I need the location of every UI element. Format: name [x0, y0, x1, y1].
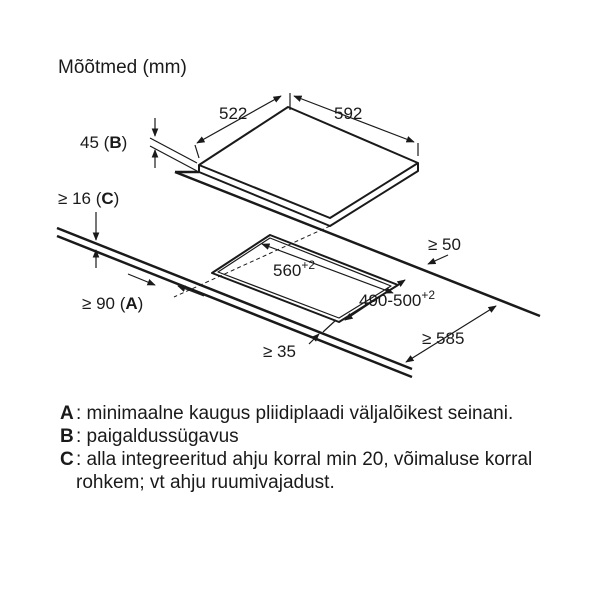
legend-text: : minimaalne kaugus pliidiplaadi väljalõikest seinani.: [76, 403, 514, 424]
front-distance-label: ≥ 35: [263, 342, 296, 361]
legend-key: A: [60, 403, 74, 424]
install-depth-label: 45 (B): [80, 133, 128, 152]
legend-item-b: [60, 425, 580, 448]
hob-depth-label: 522: [219, 104, 248, 123]
legend-item-c: [60, 448, 580, 494]
legend: [60, 402, 580, 494]
wall-distance-marker: [128, 274, 204, 296]
back-clearance-label: ≥ 50: [428, 235, 461, 254]
legend-text: : paigaldussügavus: [76, 426, 239, 447]
legend-text: : alla integreeritud ahju korral min 20, võimaluse korral rohkem; vt ahju ruumivajadust.: [76, 449, 533, 493]
legend-key: C: [60, 449, 74, 470]
back-clearance-arrow: [428, 255, 448, 264]
hob-width-label: 592: [334, 104, 363, 123]
diagram-title: Mõõtmed (mm): [58, 57, 187, 78]
wall-gap-label: ≥ 16 (C): [58, 189, 120, 208]
cutout-depth-label: $490-500^{+2}$: [359, 288, 436, 310]
wall-distance-label: ≥ 90 (A): [82, 294, 144, 313]
worktop-back-edge: [175, 172, 540, 316]
install-depth-marker: [150, 118, 197, 171]
cutout-width-label: $560^{+2}$: [273, 258, 316, 280]
hob: [199, 107, 418, 226]
worktop-depth-label: ≥ 585: [422, 329, 465, 348]
legend-item-a: [60, 402, 580, 425]
legend-key: B: [60, 426, 74, 447]
